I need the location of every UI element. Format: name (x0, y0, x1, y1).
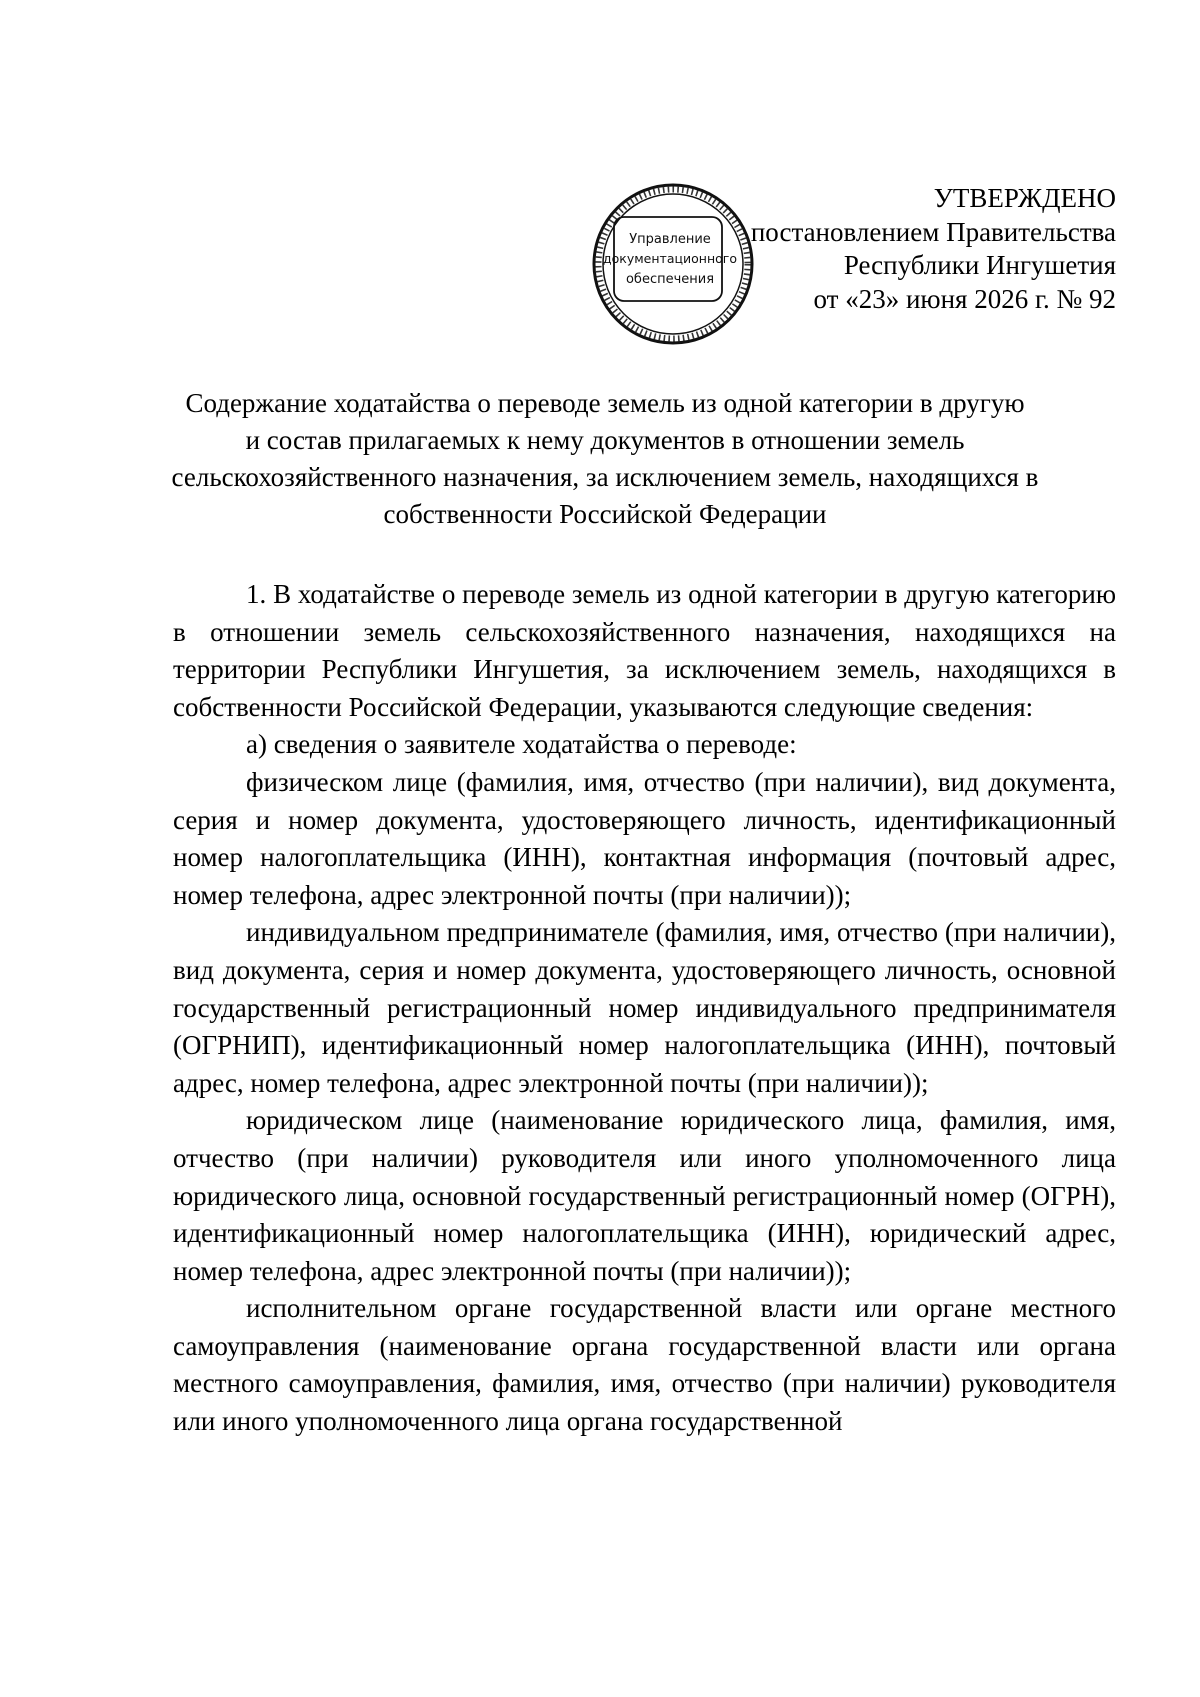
title-line-2: и состав прилагаемых к нему документов в отношении земель (245, 425, 965, 455)
stamp-text-line3: обеспечения (625, 272, 715, 287)
approval-date-number: от «23» июня 2026 г. № 92 (813, 283, 1116, 314)
stamp-text-line1: Управление (629, 232, 711, 247)
paragraph-1: 1. В ходатайстве о переводе земель из одной категории в другую категорию в отношении земель сельскохозяйственного назначения, находящихся на территории Республики Ингушетия, за исключением земель, находящихся в собственности Российской Федерации, указываются следующие сведения: (173, 579, 1116, 722)
paragraph-applicant-info: а) сведения о заявителе ходатайства о переводе: (246, 729, 797, 760)
stamp-text-line2: документационного (603, 251, 737, 266)
paragraph-government-body: исполнительном органе государственной власти или органе местного самоуправления (наименование органа государственной власти или органа местного самоуправления, фамилия, имя, отчество (при наличии) руководителя или иного уполномоченного лица органа государственной (173, 1293, 1116, 1437)
approval-government: Республики Ингушетия (843, 250, 1116, 280)
paragraph-legal-entity: юридическом лице (наименование юридического лица, фамилия, имя, отчество (при наличии) руководителя или иного уполномоченного лица юридического лица, основной государственный регистрационный номер (ОГРН), идентификационный номер налогоплательщика (ИНН), юридический адрес, номер телефона, адрес электронной почты (при наличии)); (173, 1105, 1116, 1286)
approval-heading: УТВЕРЖДЕНО (933, 183, 1116, 213)
paragraph-individual: физическом лице (фамилия, имя, отчество (при наличии), вид документа, серия и номер документа, удостоверяющего личность, идентификационный номер налогоплательщика (ИНН), контактная информация (почтовый адрес, номер телефона, адрес электронной почты (при наличии)); (173, 766, 1116, 910)
document-body (173, 576, 1116, 1441)
title-line-4: собственности Российской Федерации (383, 499, 827, 529)
paragraph-entrepreneur: индивидуальном предпринимателе (фамилия, имя, отчество (при наличии), вид документа, серия и номер документа, удостоверяющего личность, основной государственный регистрационный номер индивидуального предпринимателя (ОГРНИП), идентификационный номер налогоплательщика (ИНН), почтовый адрес, номер телефона, адрес электронной почты (при наличии)); (173, 917, 1116, 1098)
title-line-1: Содержание ходатайства о переводе земель из одной категории в другую (185, 388, 1025, 418)
title-line-3: сельскохозяйственного назначения, за исключением земель, находящихся в (171, 462, 1039, 492)
document-title (150, 385, 1060, 533)
approval-resolution: постановлением Правительства (750, 216, 1116, 247)
approval-block (676, 182, 1116, 316)
